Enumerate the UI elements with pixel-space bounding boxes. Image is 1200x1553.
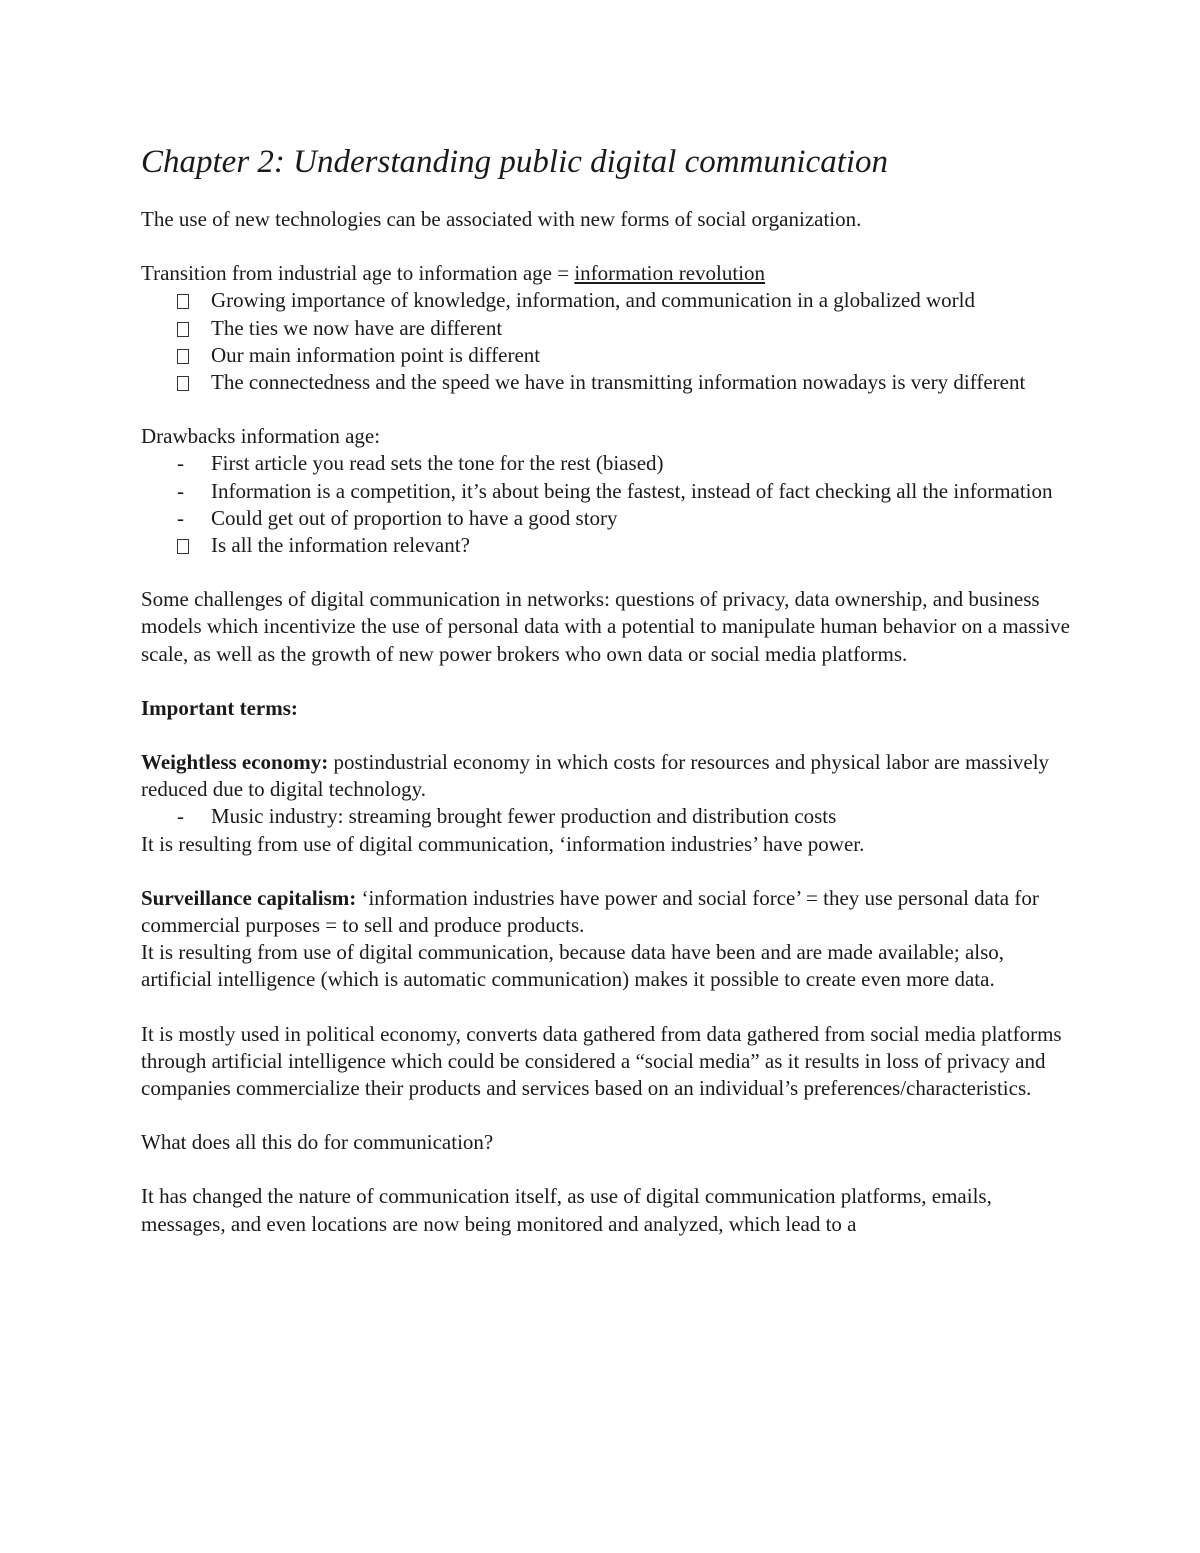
weightless-economy-term: Weightless economy: [141, 750, 329, 775]
transition-line [141, 260, 1071, 287]
transition-list [141, 287, 1071, 396]
dash-bullet: - [177, 451, 184, 476]
checkbox-icon [177, 315, 197, 344]
surveillance-usage-paragraph: It is mostly used in political economy, converts data gathered from data gathered from social media platforms through artificial intelligence which could be considered a “social media” as it results in loss of privacy and companies commercialize their products and services based on an individual’s preferences/characteristics. [141, 1021, 1062, 1101]
checkbox-icon [177, 342, 197, 371]
checkbox-icon [177, 287, 197, 316]
list-item: Our main information point is different [141, 342, 1071, 369]
transition-lead: Transition from industrial age to information age = [141, 261, 575, 286]
challenges-paragraph: Some challenges of digital communication in networks: questions of privacy, data ownership, and business models which incentivize the use of personal data with a potential to manipulate human behavior on a massive scale, as well as the growth of new power brokers who own data or social media platforms. [141, 587, 1070, 666]
list-item: The connectedness and the speed we have in transmitting information nowadays is very different [141, 369, 1071, 396]
weightless-example-list [141, 803, 1071, 830]
dash-bullet: - [177, 478, 184, 503]
information-revolution-term: information revolution [574, 261, 766, 286]
list-item: The ties we now have are different [141, 315, 1071, 342]
surveillance-capitalism-term: Surveillance capitalism: [141, 885, 357, 910]
drawbacks-list [141, 450, 1071, 559]
list-item: - Could get out of proportion to have a good story [141, 505, 1071, 532]
dash-bullet: - [177, 804, 184, 829]
surveillance-result: It is resulting from use of digital communication, because data have been and are made available; also, artificial intelligence (which is automatic communication) makes it possible to create even more data. [141, 940, 1005, 992]
document-page [141, 140, 1071, 1238]
dash-bullet: - [177, 505, 184, 530]
list-item: - Music industry: streaming brought fewer production and distribution costs [141, 803, 1071, 830]
answer-paragraph: It has changed the nature of communication itself, as use of digital communication platforms, emails, messages, and even locations are now being monitored and analyzed, which lead to a [141, 1184, 992, 1236]
checkbox-icon [177, 532, 197, 561]
checkbox-icon [177, 369, 197, 398]
weightless-economy-definition: Weightless economy: postindustrial economy in which costs for resources and physical labor are massively reduced due to digital technology. [141, 750, 1050, 802]
page-title: Chapter 2: Understanding public digital communication [141, 144, 889, 180]
drawbacks-heading: Drawbacks information age: [141, 424, 381, 449]
intro-paragraph: The use of new technologies can be associated with new forms of social organization. [141, 207, 862, 231]
list-item: - Information is a competition, it’s about being the fastest, instead of fact checking all the information [141, 478, 1071, 505]
weightless-result: It is resulting from use of digital communication, ‘information industries’ have power. [141, 831, 865, 856]
surveillance-capitalism-definition: Surveillance capitalism: ‘information industries have power and social force’ = they use personal data for commercial purposes = to sell and produce products. [141, 885, 1039, 938]
list-item: - First article you read sets the tone for the rest (biased) [141, 450, 1071, 477]
list-item: Is all the information relevant? [141, 532, 1071, 559]
important-terms-heading: Important terms: [141, 695, 298, 720]
list-item: Growing importance of knowledge, information, and communication in a globalized world [141, 287, 1071, 314]
question-paragraph: What does all this do for communication? [141, 1130, 494, 1155]
